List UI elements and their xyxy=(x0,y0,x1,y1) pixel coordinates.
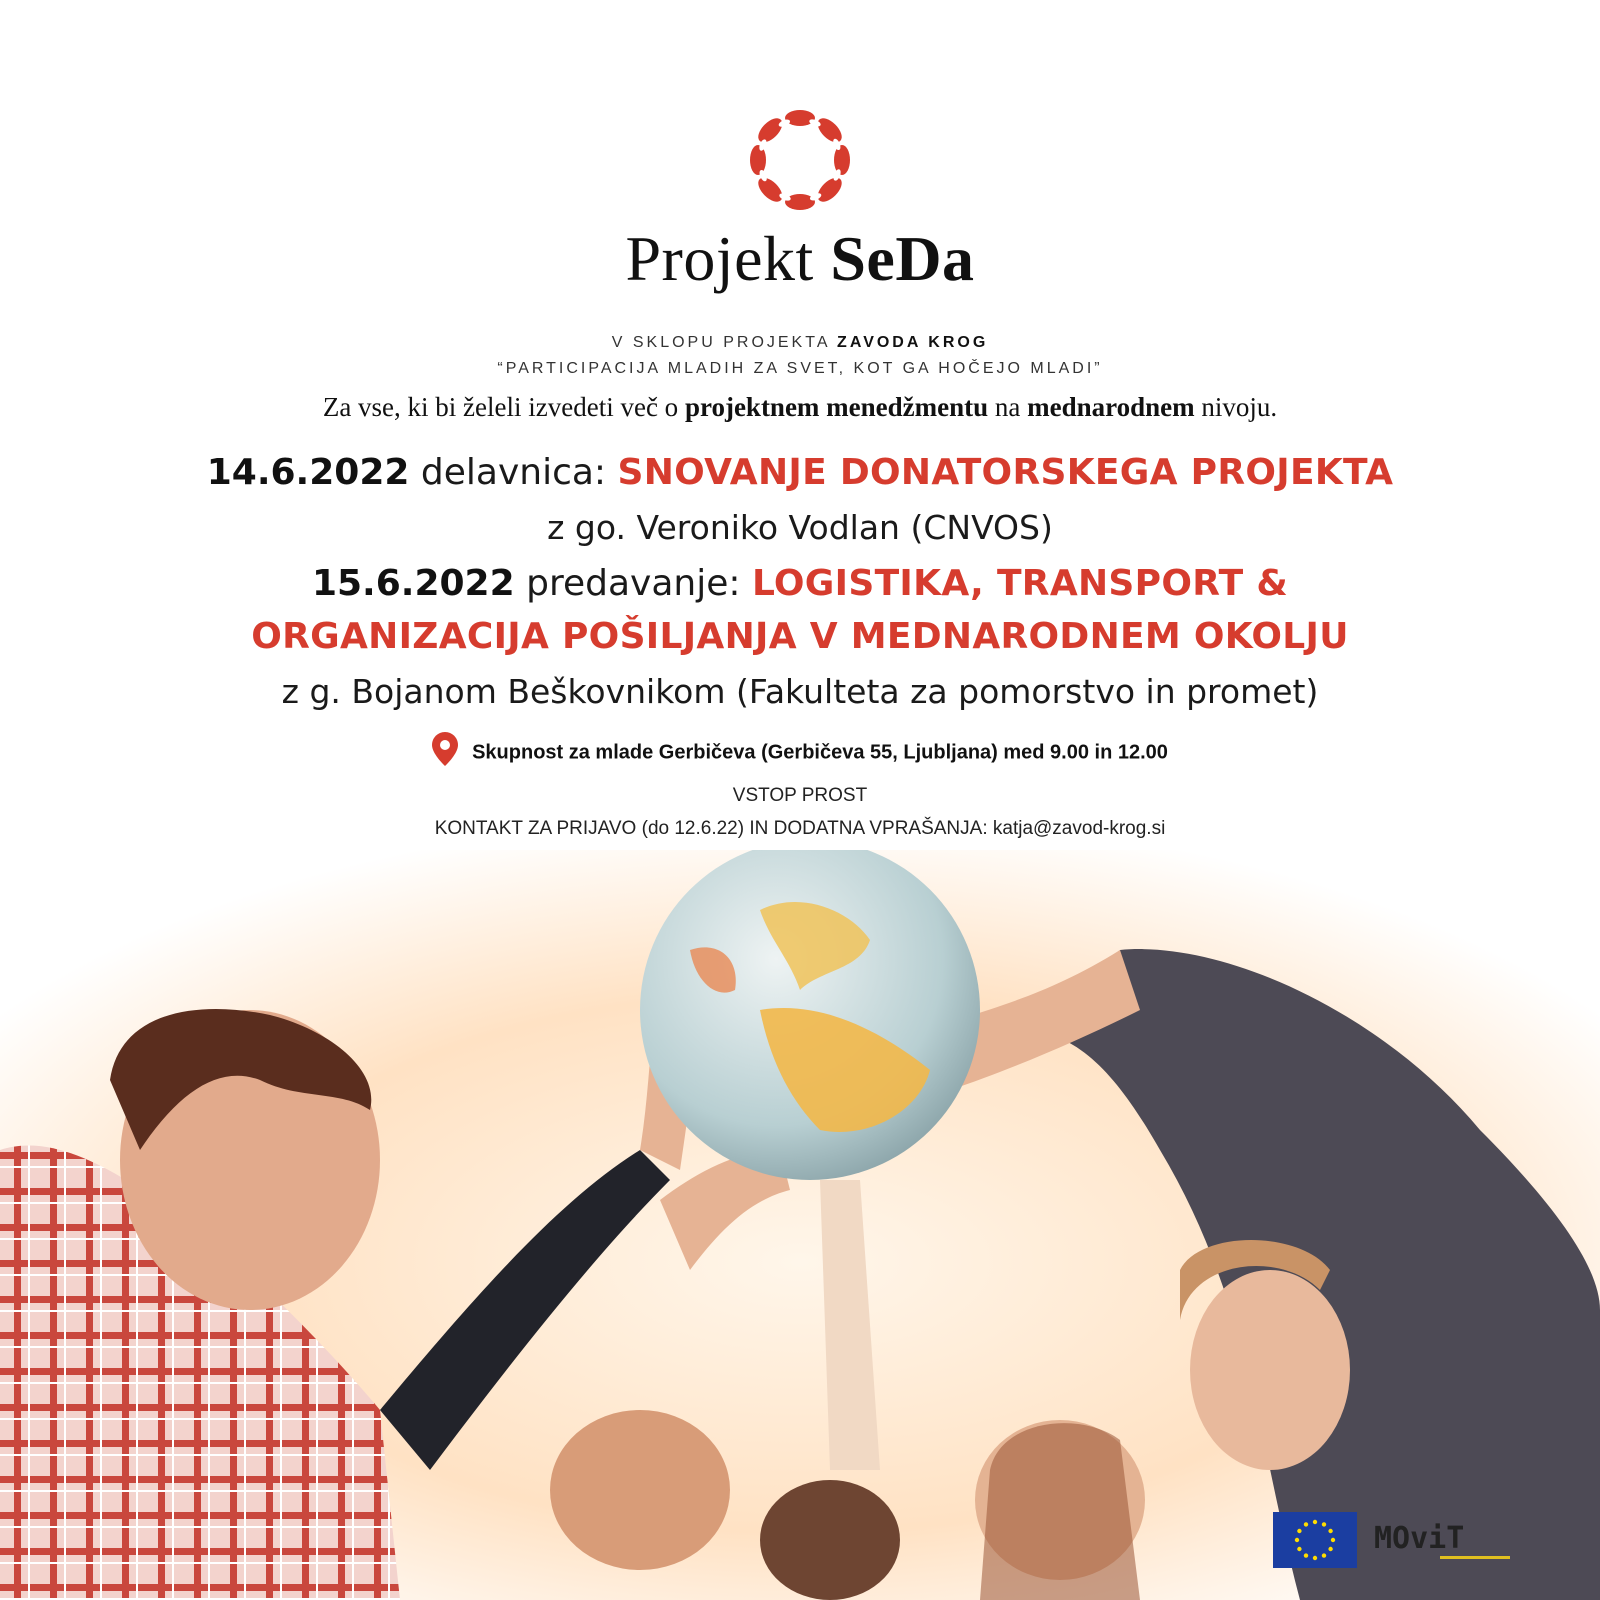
location-line xyxy=(0,740,1600,766)
event-2-date: 15.6.2022 xyxy=(311,563,515,604)
subtitle-prefix: V SKLOPU PROJEKTA xyxy=(611,334,838,351)
event-1-heading xyxy=(0,452,1600,493)
subtitle-organization: ZAVODA KROG xyxy=(837,334,989,351)
hero-photo xyxy=(0,850,1600,1600)
krog-logo-icon xyxy=(745,105,855,215)
movit-logo xyxy=(1370,1508,1520,1572)
title-bold: SeDa xyxy=(830,223,975,294)
page-title xyxy=(0,222,1600,296)
event-2-topic-line2 xyxy=(0,616,1600,657)
subtitle-project xyxy=(0,334,1600,352)
event-2-type: predavanje: xyxy=(514,563,752,604)
event-2-speaker: z g. Bojanom Beškovnikom (Fakulteta za pomorstvo in promet) xyxy=(281,672,1319,711)
intro-part-1: Za vse, ki bi želeli izvedeti več o xyxy=(322,392,685,422)
event-2-topic-line2-text: ORGANIZACIJA POŠILJANJA V MEDNARODNEM OKOLJU xyxy=(251,616,1349,657)
contact-info: KONTAKT ZA PRIJAVO (do 12.6.22) IN DODATNA VPRAŠANJA: katja@zavod-krog.si xyxy=(434,818,1166,839)
title-light: Projekt xyxy=(625,223,831,294)
event-1-date: 14.6.2022 xyxy=(206,452,410,493)
intro-bold-2: mednarodnem xyxy=(1027,392,1195,422)
intro-bold-1: projektnem menedžmentu xyxy=(684,392,989,422)
location-pin-icon xyxy=(432,732,458,766)
intro-part-2: na xyxy=(988,392,1028,422)
event-1-topic: SNOVANJE DONATORSKEGA PROJEKTA xyxy=(617,452,1394,493)
subtitle-quote: “PARTICIPACIJA MLADIH ZA SVET, KOT GA HOČEJO MLADI” xyxy=(497,360,1103,377)
location-text: Skupnost za mlade Gerbičeva (Gerbičeva 55, Ljubljana) med 9.00 in 12.00 xyxy=(472,741,1168,764)
entry-info: VSTOP PROST xyxy=(732,785,868,806)
movit-logo-text: MOviT xyxy=(1374,1521,1465,1556)
event-1-type: delavnica: xyxy=(409,452,618,493)
event-2-heading xyxy=(0,563,1600,604)
eu-flag-icon xyxy=(1273,1512,1357,1568)
event-2-topic-line1: LOGISTIKA, TRANSPORT & xyxy=(751,563,1289,604)
intro-text xyxy=(0,392,1600,423)
event-1-speaker: z go. Veroniko Vodlan (CNVOS) xyxy=(547,508,1053,547)
intro-part-3: nivoju. xyxy=(1194,392,1278,422)
